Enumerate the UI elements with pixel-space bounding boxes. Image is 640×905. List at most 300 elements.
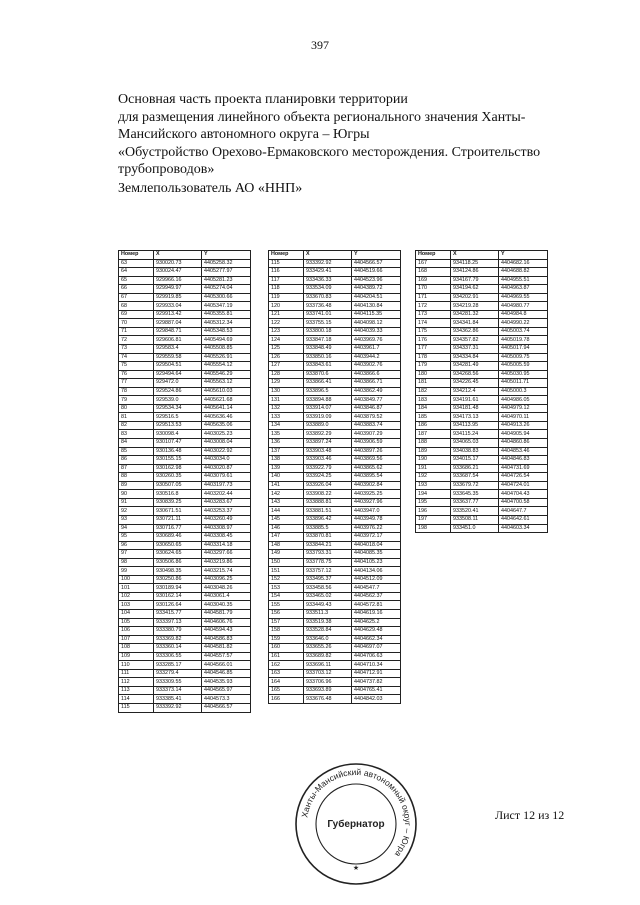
page-number: 397 (311, 38, 329, 52)
point-number-cell: 126 (269, 353, 304, 362)
point-number-cell: 187 (416, 430, 451, 439)
table-row (269, 370, 401, 379)
table-row (269, 584, 401, 593)
point-number-cell: 127 (269, 362, 304, 371)
point-number-cell: 171 (416, 293, 451, 302)
y-coordinate-cell: 4403034.0 (202, 456, 251, 465)
table-row (269, 430, 401, 439)
x-coordinate-cell: 933736.48 (304, 302, 352, 311)
x-coordinate-cell: 933508.11 (451, 515, 499, 524)
table-row (269, 498, 401, 507)
point-number-cell: 118 (269, 285, 304, 294)
point-number-cell: 95 (119, 533, 154, 542)
point-number-cell: 165 (269, 686, 304, 695)
point-number-cell: 178 (416, 353, 451, 362)
x-coordinate-cell: 933693.89 (304, 686, 352, 695)
point-number-cell: 115 (119, 703, 154, 712)
y-coordinate-cell: 4404625.2 (352, 618, 401, 627)
y-coordinate-cell: 4404134.06 (352, 567, 401, 576)
table-row (416, 345, 548, 354)
x-coordinate-cell: 929933.04 (154, 302, 202, 311)
x-coordinate-cell: 933896.5 (304, 387, 352, 396)
y-coordinate-cell: 4405312.34 (202, 319, 251, 328)
table-row (269, 541, 401, 550)
table-row (416, 464, 548, 473)
column-header: X (451, 251, 499, 260)
table-row (119, 439, 251, 448)
y-coordinate-cell: 4403862.49 (352, 387, 401, 396)
y-coordinate-cell: 4405030.95 (499, 370, 548, 379)
table-row (269, 490, 401, 499)
point-number-cell: 75 (119, 362, 154, 371)
point-number-cell: 124 (269, 336, 304, 345)
y-coordinate-cell: 4403927.96 (352, 498, 401, 507)
y-coordinate-cell: 4405017.94 (499, 345, 548, 354)
table-row (269, 473, 401, 482)
x-coordinate-cell: 930839.25 (154, 498, 202, 507)
y-coordinate-cell: 4405005.59 (499, 362, 548, 371)
x-coordinate-cell: 933534.09 (304, 285, 352, 294)
y-coordinate-cell: 4404980.77 (499, 302, 548, 311)
x-coordinate-cell: 933279.4 (154, 669, 202, 678)
y-coordinate-cell: 4404990.22 (499, 319, 548, 328)
seal-ring-textpath: Ханты-Мансийский автономный округ – Югра (299, 766, 414, 859)
table-row (416, 498, 548, 507)
table-row (119, 421, 251, 430)
table-row (269, 609, 401, 618)
y-coordinate-cell: 4403025.23 (202, 430, 251, 439)
table-row (269, 276, 401, 285)
y-coordinate-cell: 4404765.41 (352, 686, 401, 695)
table-row (269, 669, 401, 678)
y-coordinate-cell: 4405011.71 (499, 379, 548, 388)
table-row (119, 652, 251, 661)
point-number-cell: 134 (269, 421, 304, 430)
point-number-cell: 190 (416, 456, 451, 465)
seal-center-text: Губернатор (327, 819, 385, 830)
point-number-cell: 69 (119, 310, 154, 319)
y-coordinate-cell: 4403866.71 (352, 379, 401, 388)
table-row (416, 370, 548, 379)
point-number-cell: 106 (119, 627, 154, 636)
point-number-cell: 109 (119, 652, 154, 661)
y-coordinate-cell: 4405526.91 (202, 353, 251, 362)
y-coordinate-cell: 4404389.72 (352, 285, 401, 294)
table-row (119, 345, 251, 354)
y-coordinate-cell: 4404547.7 (352, 584, 401, 593)
y-coordinate-cell: 4405003.74 (499, 327, 548, 336)
y-coordinate-cell: 4403976.22 (352, 524, 401, 533)
y-coordinate-cell: 4404629.48 (352, 627, 401, 636)
x-coordinate-cell: 929966.16 (154, 276, 202, 285)
table-row (119, 533, 251, 542)
table-row (119, 703, 251, 712)
y-coordinate-cell: 4405563.12 (202, 379, 251, 388)
column-header: Y (202, 251, 251, 260)
point-number-cell: 144 (269, 507, 304, 516)
y-coordinate-cell: 4403215.74 (202, 567, 251, 576)
y-coordinate-cell: 4404860.86 (499, 439, 548, 448)
point-number-cell: 87 (119, 464, 154, 473)
point-number-cell: 121 (269, 310, 304, 319)
y-coordinate-cell: 4405300.66 (202, 293, 251, 302)
y-coordinate-cell: 4404842.03 (352, 695, 401, 704)
table-row (119, 635, 251, 644)
x-coordinate-cell: 933451.0 (451, 524, 499, 533)
point-number-cell: 185 (416, 413, 451, 422)
y-coordinate-cell: 4405347.19 (202, 302, 251, 311)
table-row (119, 627, 251, 636)
table-row (416, 319, 548, 328)
y-coordinate-cell: 4405348.53 (202, 327, 251, 336)
table-row (269, 396, 401, 405)
y-coordinate-cell: 4403849.77 (352, 396, 401, 405)
y-coordinate-cell: 4403040.35 (202, 601, 251, 610)
point-number-cell: 103 (119, 601, 154, 610)
y-coordinate-cell: 4405281.23 (202, 276, 251, 285)
point-number-cell: 125 (269, 345, 304, 354)
land-user: Землепользователь АО «ННП» (118, 181, 303, 196)
x-coordinate-cell: 930721.11 (154, 515, 202, 524)
table-row (119, 567, 251, 576)
x-coordinate-cell: 934181.48 (451, 404, 499, 413)
point-number-cell: 64 (119, 268, 154, 277)
x-coordinate-cell: 933646.0 (304, 635, 352, 644)
y-coordinate-cell: 4404853.46 (499, 447, 548, 456)
y-coordinate-cell: 4404905.94 (499, 430, 548, 439)
table-row (416, 421, 548, 430)
table-header-row (416, 251, 548, 260)
table-row (269, 327, 401, 336)
x-coordinate-cell: 934124.86 (451, 268, 499, 277)
x-coordinate-cell: 930126.64 (154, 601, 202, 610)
point-number-cell: 70 (119, 319, 154, 328)
table-row (119, 259, 251, 268)
y-coordinate-cell: 4404731.69 (499, 464, 548, 473)
y-coordinate-cell: 4405621.68 (202, 396, 251, 405)
point-number-cell: 93 (119, 515, 154, 524)
table-row (119, 310, 251, 319)
table-row (416, 293, 548, 302)
point-number-cell: 129 (269, 379, 304, 388)
table-row (119, 404, 251, 413)
point-number-cell: 110 (119, 661, 154, 670)
point-number-cell: 173 (416, 310, 451, 319)
table-row (119, 413, 251, 422)
point-number-cell: 90 (119, 490, 154, 499)
table-row (269, 319, 401, 328)
point-number-cell: 107 (119, 635, 154, 644)
point-number-cell: 88 (119, 473, 154, 482)
point-number-cell: 91 (119, 498, 154, 507)
x-coordinate-cell: 929848.71 (154, 327, 202, 336)
x-coordinate-cell: 934281.32 (451, 310, 499, 319)
table-row (119, 276, 251, 285)
x-coordinate-cell: 933885.5 (304, 524, 352, 533)
point-number-cell: 146 (269, 524, 304, 533)
point-number-cell: 111 (119, 669, 154, 678)
y-coordinate-cell: 4403902.76 (352, 362, 401, 371)
x-coordinate-cell: 933896.42 (304, 515, 352, 524)
table-row (269, 592, 401, 601)
y-coordinate-cell: 4404700.58 (499, 498, 548, 507)
table-row (269, 259, 401, 268)
point-number-cell: 73 (119, 345, 154, 354)
point-number-cell: 196 (416, 507, 451, 516)
column-header: X (304, 251, 352, 260)
table-row (416, 447, 548, 456)
x-coordinate-cell: 933926.04 (304, 481, 352, 490)
x-coordinate-cell: 933870.81 (304, 533, 352, 542)
table-row (119, 686, 251, 695)
y-coordinate-cell: 4405355.81 (202, 310, 251, 319)
point-number-cell: 98 (119, 558, 154, 567)
point-number-cell: 65 (119, 276, 154, 285)
document-heading (118, 91, 588, 179)
table-row (119, 490, 251, 499)
x-coordinate-cell: 933392.92 (154, 703, 202, 712)
x-coordinate-cell: 933397.13 (154, 618, 202, 627)
x-coordinate-cell: 929913.42 (154, 310, 202, 319)
heading-line: «Обустройство Орехово-Ермаковского месторождения. Строительство (118, 144, 541, 160)
point-number-cell: 116 (269, 268, 304, 277)
x-coordinate-cell: 933285.17 (154, 661, 202, 670)
y-coordinate-cell: 4404913.26 (499, 421, 548, 430)
coordinates-table-2 (268, 250, 401, 704)
y-coordinate-cell: 4404647.7 (499, 507, 548, 516)
point-number-cell: 80 (119, 404, 154, 413)
point-number-cell: 182 (416, 387, 451, 396)
y-coordinate-cell: 4404963.87 (499, 285, 548, 294)
x-coordinate-cell: 934202.91 (451, 293, 499, 302)
point-number-cell: 161 (269, 652, 304, 661)
table-row (119, 541, 251, 550)
point-number-cell: 186 (416, 421, 451, 430)
y-coordinate-cell: 4405636.46 (202, 413, 251, 422)
y-coordinate-cell: 4403048.26 (202, 584, 251, 593)
point-number-cell: 169 (416, 276, 451, 285)
x-coordinate-cell: 930136.48 (154, 447, 202, 456)
table-row (119, 481, 251, 490)
point-number-cell: 72 (119, 336, 154, 345)
table-row (269, 524, 401, 533)
x-coordinate-cell: 934194.62 (451, 285, 499, 294)
table-row (416, 387, 548, 396)
y-coordinate-cell: 4403061.4 (202, 592, 251, 601)
x-coordinate-cell: 930020.73 (154, 259, 202, 268)
x-coordinate-cell: 930650.65 (154, 541, 202, 550)
table-row (269, 447, 401, 456)
table-row (119, 268, 251, 277)
table-row (119, 661, 251, 670)
point-number-cell: 157 (269, 618, 304, 627)
x-coordinate-cell: 930624.65 (154, 550, 202, 559)
table-row (416, 515, 548, 524)
point-number-cell: 167 (416, 259, 451, 268)
table-row (269, 362, 401, 371)
point-number-cell: 195 (416, 498, 451, 507)
x-coordinate-cell: 933757.12 (304, 567, 352, 576)
x-coordinate-cell: 933703.12 (304, 669, 352, 678)
column-header: Y (352, 251, 401, 260)
x-coordinate-cell: 934357.82 (451, 336, 499, 345)
x-coordinate-cell: 933696.11 (304, 661, 352, 670)
y-coordinate-cell: 4403869.56 (352, 456, 401, 465)
y-coordinate-cell: 4405019.78 (499, 336, 548, 345)
y-coordinate-cell: 4404642.61 (499, 515, 548, 524)
point-number-cell: 170 (416, 285, 451, 294)
x-coordinate-cell: 934268.56 (451, 370, 499, 379)
table-row (119, 695, 251, 704)
table-row (416, 362, 548, 371)
point-number-cell: 162 (269, 661, 304, 670)
x-coordinate-cell: 929949.97 (154, 285, 202, 294)
y-coordinate-cell: 4403947.0 (352, 507, 401, 516)
table-header-row (119, 251, 251, 260)
point-number-cell: 140 (269, 473, 304, 482)
table-row (416, 524, 548, 533)
table-row (416, 396, 548, 405)
point-number-cell: 119 (269, 293, 304, 302)
y-coordinate-cell: 4404603.34 (499, 524, 548, 533)
y-coordinate-cell: 4403925.25 (352, 490, 401, 499)
point-number-cell: 83 (119, 430, 154, 439)
x-coordinate-cell: 930516.8 (154, 490, 202, 499)
point-number-cell: 123 (269, 327, 304, 336)
x-coordinate-cell: 934337.31 (451, 345, 499, 354)
point-number-cell: 82 (119, 421, 154, 430)
x-coordinate-cell: 930098.4 (154, 430, 202, 439)
y-coordinate-cell: 4404523.96 (352, 276, 401, 285)
point-number-cell: 179 (416, 362, 451, 371)
y-coordinate-cell: 4403008.04 (202, 439, 251, 448)
point-number-cell: 137 (269, 447, 304, 456)
y-coordinate-cell: 4404085.35 (352, 550, 401, 559)
y-coordinate-cell: 4403197.73 (202, 481, 251, 490)
point-number-cell: 68 (119, 302, 154, 311)
x-coordinate-cell: 933706.96 (304, 678, 352, 687)
y-coordinate-cell: 4403907.29 (352, 430, 401, 439)
x-coordinate-cell: 934173.13 (451, 413, 499, 422)
column-header: Y (499, 251, 548, 260)
x-coordinate-cell: 933309.55 (154, 678, 202, 687)
y-coordinate-cell: 4404581.79 (202, 609, 251, 618)
x-coordinate-cell: 933793.31 (304, 550, 352, 559)
y-coordinate-cell: 4404512.09 (352, 575, 401, 584)
y-coordinate-cell: 4404204.51 (352, 293, 401, 302)
y-coordinate-cell: 4404565.97 (202, 686, 251, 695)
point-number-cell: 143 (269, 498, 304, 507)
x-coordinate-cell: 933689.82 (304, 652, 352, 661)
point-number-cell: 86 (119, 456, 154, 465)
table-row (269, 618, 401, 627)
x-coordinate-cell: 933429.41 (304, 268, 352, 277)
table-row (269, 515, 401, 524)
table-row (416, 327, 548, 336)
table-row (416, 456, 548, 465)
x-coordinate-cell: 933686.21 (451, 464, 499, 473)
x-coordinate-cell: 930260.35 (154, 473, 202, 482)
point-number-cell: 164 (269, 678, 304, 687)
y-coordinate-cell: 4404606.76 (202, 618, 251, 627)
table-row (416, 404, 548, 413)
x-coordinate-cell: 933755.15 (304, 319, 352, 328)
point-number-cell: 92 (119, 507, 154, 516)
point-number-cell: 151 (269, 567, 304, 576)
y-coordinate-cell: 4404969.55 (499, 293, 548, 302)
y-coordinate-cell: 4405554.12 (202, 362, 251, 371)
y-coordinate-cell: 4404586.83 (202, 635, 251, 644)
x-coordinate-cell: 933360.14 (154, 644, 202, 653)
point-number-cell: 74 (119, 353, 154, 362)
point-number-cell: 115 (269, 259, 304, 268)
x-coordinate-cell: 934115.24 (451, 430, 499, 439)
table-row (119, 319, 251, 328)
y-coordinate-cell: 4404697.07 (352, 644, 401, 653)
point-number-cell: 133 (269, 413, 304, 422)
x-coordinate-cell: 933850.16 (304, 353, 352, 362)
x-coordinate-cell: 929472.0 (154, 379, 202, 388)
point-number-cell: 155 (269, 601, 304, 610)
point-number-cell: 102 (119, 592, 154, 601)
y-coordinate-cell: 4404535.93 (202, 678, 251, 687)
x-coordinate-cell: 933679.72 (451, 481, 499, 490)
x-coordinate-cell: 933392.92 (304, 259, 352, 268)
x-coordinate-cell: 933465.02 (304, 592, 352, 601)
y-coordinate-cell: 4405000.3 (499, 387, 548, 396)
table-row (119, 558, 251, 567)
point-number-cell: 180 (416, 370, 451, 379)
y-coordinate-cell: 4405009.75 (499, 353, 548, 362)
x-coordinate-cell: 934334.84 (451, 353, 499, 362)
table-row (269, 268, 401, 277)
point-number-cell: 193 (416, 481, 451, 490)
table-row (416, 259, 548, 268)
y-coordinate-cell: 4404566.01 (202, 661, 251, 670)
point-number-cell: 139 (269, 464, 304, 473)
y-coordinate-cell: 4403283.67 (202, 498, 251, 507)
point-number-cell: 183 (416, 396, 451, 405)
table-row (416, 379, 548, 388)
point-number-cell: 148 (269, 541, 304, 550)
x-coordinate-cell: 930107.47 (154, 439, 202, 448)
x-coordinate-cell: 933676.48 (304, 695, 352, 704)
x-coordinate-cell: 930162.14 (154, 592, 202, 601)
x-coordinate-cell: 933888.81 (304, 498, 352, 507)
y-coordinate-cell: 4404986.05 (499, 396, 548, 405)
y-coordinate-cell: 4404566.57 (202, 703, 251, 712)
y-coordinate-cell: 4403883.74 (352, 421, 401, 430)
y-coordinate-cell: 4404712.91 (352, 669, 401, 678)
table-row (119, 584, 251, 593)
point-number-cell: 181 (416, 379, 451, 388)
point-number-cell: 99 (119, 567, 154, 576)
column-header: Номер (269, 251, 304, 260)
heading-line: Основная часть проекта планировки территории (118, 92, 408, 107)
x-coordinate-cell: 933866.41 (304, 379, 352, 388)
y-coordinate-cell: 4404846.83 (499, 456, 548, 465)
coordinates-table-3 (415, 250, 548, 533)
point-number-cell: 153 (269, 584, 304, 593)
y-coordinate-cell: 4404105.23 (352, 558, 401, 567)
point-number-cell: 79 (119, 396, 154, 405)
point-number-cell: 89 (119, 481, 154, 490)
point-number-cell: 105 (119, 618, 154, 627)
point-number-cell: 85 (119, 447, 154, 456)
table-row (269, 293, 401, 302)
table-row (269, 404, 401, 413)
point-number-cell: 67 (119, 293, 154, 302)
